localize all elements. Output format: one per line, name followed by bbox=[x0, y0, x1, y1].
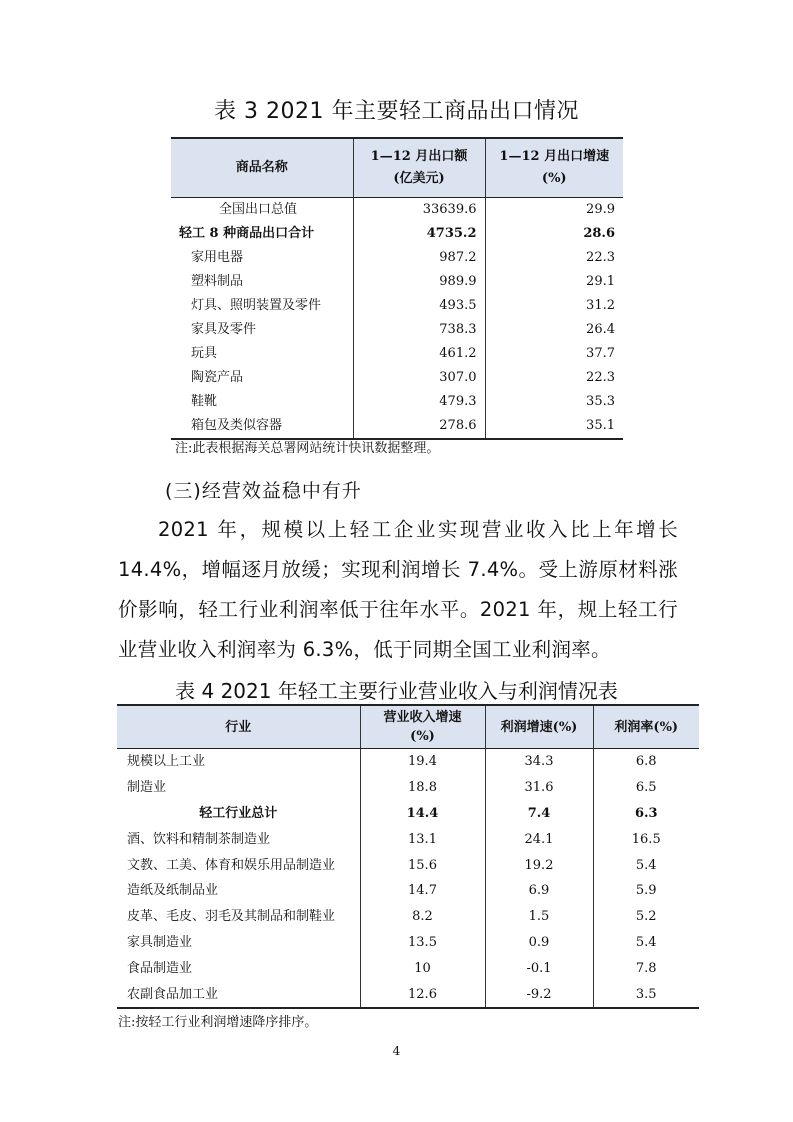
product-name: 玩具 bbox=[191, 346, 218, 361]
table-row bbox=[171, 294, 623, 318]
profit-rate: 5.9 bbox=[593, 878, 699, 904]
export-amount: 307.0 bbox=[353, 366, 485, 390]
table-row bbox=[171, 390, 623, 414]
table-row bbox=[171, 246, 623, 270]
profit-growth: 1.5 bbox=[485, 904, 593, 930]
export-amount: 738.3 bbox=[353, 318, 485, 342]
profit-rate: 7.8 bbox=[593, 955, 699, 981]
profit-rate: 6.8 bbox=[593, 749, 699, 775]
table-row bbox=[117, 930, 699, 956]
product-name: 全国出口总值 bbox=[219, 202, 298, 217]
revenue-growth: 8.2 bbox=[360, 904, 485, 930]
header-export-growth-line1: 1—12 月出口增速 bbox=[499, 149, 610, 164]
revenue-growth: 18.8 bbox=[360, 775, 485, 801]
export-growth: 28.6 bbox=[485, 222, 623, 246]
revenue-growth: 13.5 bbox=[360, 930, 485, 956]
revenue-growth: 19.4 bbox=[360, 749, 485, 775]
table-row bbox=[117, 801, 699, 827]
header-export-amount-line2: (亿美元) bbox=[393, 171, 445, 186]
table-row bbox=[117, 878, 699, 904]
export-growth: 29.9 bbox=[485, 198, 623, 223]
table-row bbox=[171, 198, 623, 223]
table4-caption: 表 4 2021 年轻工主要行业营业收入与利润情况表 bbox=[175, 679, 618, 703]
export-amount: 479.3 bbox=[353, 390, 485, 414]
table-row bbox=[171, 342, 623, 366]
profit-growth: -0.1 bbox=[485, 955, 593, 981]
table-row bbox=[117, 775, 699, 801]
profit-growth: 24.1 bbox=[485, 826, 593, 852]
industry-name: 酒、饮料和精制茶制造业 bbox=[127, 831, 271, 847]
profit-rate: 6.3 bbox=[593, 801, 699, 827]
body-paragraph: 2021 年，规模以上轻工企业实现营业收入比上年增长 14.4%，增幅逐月放缓；实现利润增长 7.4%。受上游原材料涨价影响，轻工行业利润率低于往年水平。2021 年，规上轻工行业营业收入利润率为 6.3%，低于同期全国工业利润率。 bbox=[118, 518, 678, 661]
product-name: 陶瓷产品 bbox=[191, 370, 244, 385]
revenue-growth: 14.4 bbox=[360, 801, 485, 827]
industry-name: 文教、工美、体育和娱乐用品制造业 bbox=[127, 857, 336, 873]
table-row bbox=[117, 981, 699, 1008]
export-growth: 22.3 bbox=[485, 366, 623, 390]
industry-name: 家具制造业 bbox=[127, 934, 193, 950]
industry-name: 规模以上工业 bbox=[127, 754, 206, 770]
profit-rate: 3.5 bbox=[593, 981, 699, 1008]
export-amount: 278.6 bbox=[353, 414, 485, 439]
industry-name: 制造业 bbox=[127, 780, 167, 796]
export-growth: 29.1 bbox=[485, 270, 623, 294]
export-amount: 989.9 bbox=[353, 270, 485, 294]
profit-growth: 19.2 bbox=[485, 852, 593, 878]
header-revenue-growth bbox=[360, 705, 485, 749]
header-revenue-growth-line1: 营业收入增速 bbox=[383, 710, 462, 725]
revenue-growth: 12.6 bbox=[360, 981, 485, 1008]
section-title: (三)经营效益稳中有升 bbox=[165, 480, 362, 502]
profit-growth: 0.9 bbox=[485, 930, 593, 956]
export-growth: 35.1 bbox=[485, 414, 623, 439]
export-amount: 461.2 bbox=[353, 342, 485, 366]
export-amount: 33639.6 bbox=[353, 198, 485, 223]
table-row bbox=[171, 318, 623, 342]
header-product-name: 商品名称 bbox=[171, 138, 353, 198]
profit-growth: 34.3 bbox=[485, 749, 593, 775]
product-name: 家具及零件 bbox=[191, 322, 257, 337]
table-row bbox=[117, 955, 699, 981]
revenue-growth: 10 bbox=[360, 955, 485, 981]
table-header-row bbox=[117, 705, 699, 749]
table3-caption: 表 3 2021 年主要轻工商品出口情况 bbox=[214, 99, 579, 124]
table-row bbox=[171, 414, 623, 439]
product-name: 家用电器 bbox=[191, 250, 244, 265]
product-name: 箱包及类似容器 bbox=[171, 414, 353, 439]
export-growth: 22.3 bbox=[485, 246, 623, 270]
page-number: 4 bbox=[392, 1044, 401, 1058]
profit-growth: 31.6 bbox=[485, 775, 593, 801]
table-row bbox=[171, 270, 623, 294]
industry-profit-table bbox=[117, 704, 699, 1009]
header-profit-growth: 利润增速(%) bbox=[485, 705, 593, 749]
export-amount: 987.2 bbox=[353, 246, 485, 270]
table-row bbox=[117, 826, 699, 852]
table-row bbox=[171, 366, 623, 390]
header-profit-rate: 利润率(%) bbox=[593, 705, 699, 749]
table4-note: 注:按轻工行业利润增速降序排序。 bbox=[118, 1015, 318, 1030]
profit-rate: 5.4 bbox=[593, 852, 699, 878]
product-name: 鞋靴 bbox=[191, 394, 218, 409]
header-export-amount bbox=[353, 138, 485, 198]
revenue-growth: 15.6 bbox=[360, 852, 485, 878]
header-export-growth bbox=[485, 138, 623, 198]
table-row bbox=[117, 852, 699, 878]
product-name: 塑料制品 bbox=[191, 274, 244, 289]
revenue-growth: 13.1 bbox=[360, 826, 485, 852]
profit-rate: 16.5 bbox=[593, 826, 699, 852]
product-name: 轻工 8 种商品出口合计 bbox=[179, 226, 315, 241]
industry-name: 食品制造业 bbox=[127, 960, 193, 976]
profit-rate: 5.2 bbox=[593, 904, 699, 930]
table-row bbox=[117, 749, 699, 775]
table-row bbox=[171, 222, 623, 246]
table3-note: 注:此表根据海关总署网站统计快讯数据整理。 bbox=[175, 441, 440, 456]
profit-growth: -9.2 bbox=[485, 981, 593, 1008]
table-header-row bbox=[171, 138, 623, 198]
profit-rate: 6.5 bbox=[593, 775, 699, 801]
table-row bbox=[117, 904, 699, 930]
export-table bbox=[171, 137, 623, 440]
export-growth: 37.7 bbox=[485, 342, 623, 366]
header-export-growth-line2: (%) bbox=[541, 171, 567, 186]
industry-name: 造纸及纸制品业 bbox=[127, 883, 219, 899]
export-growth: 26.4 bbox=[485, 318, 623, 342]
profit-growth: 6.9 bbox=[485, 878, 593, 904]
export-growth: 35.3 bbox=[485, 390, 623, 414]
profit-growth: 7.4 bbox=[485, 801, 593, 827]
profit-rate: 5.4 bbox=[593, 930, 699, 956]
industry-name: 农副食品加工业 bbox=[117, 981, 360, 1008]
industry-name: 轻工行业总计 bbox=[199, 805, 278, 821]
export-amount: 493.5 bbox=[353, 294, 485, 318]
industry-name: 皮革、毛皮、羽毛及其制品和制鞋业 bbox=[127, 909, 336, 925]
header-revenue-growth-line2: (%) bbox=[410, 729, 435, 744]
export-amount: 4735.2 bbox=[353, 222, 485, 246]
product-name: 灯具、照明装置及零件 bbox=[191, 298, 322, 313]
export-growth: 31.2 bbox=[485, 294, 623, 318]
header-export-amount-line1: 1—12 月出口额 bbox=[370, 149, 468, 164]
header-industry: 行业 bbox=[117, 705, 360, 749]
revenue-growth: 14.7 bbox=[360, 878, 485, 904]
